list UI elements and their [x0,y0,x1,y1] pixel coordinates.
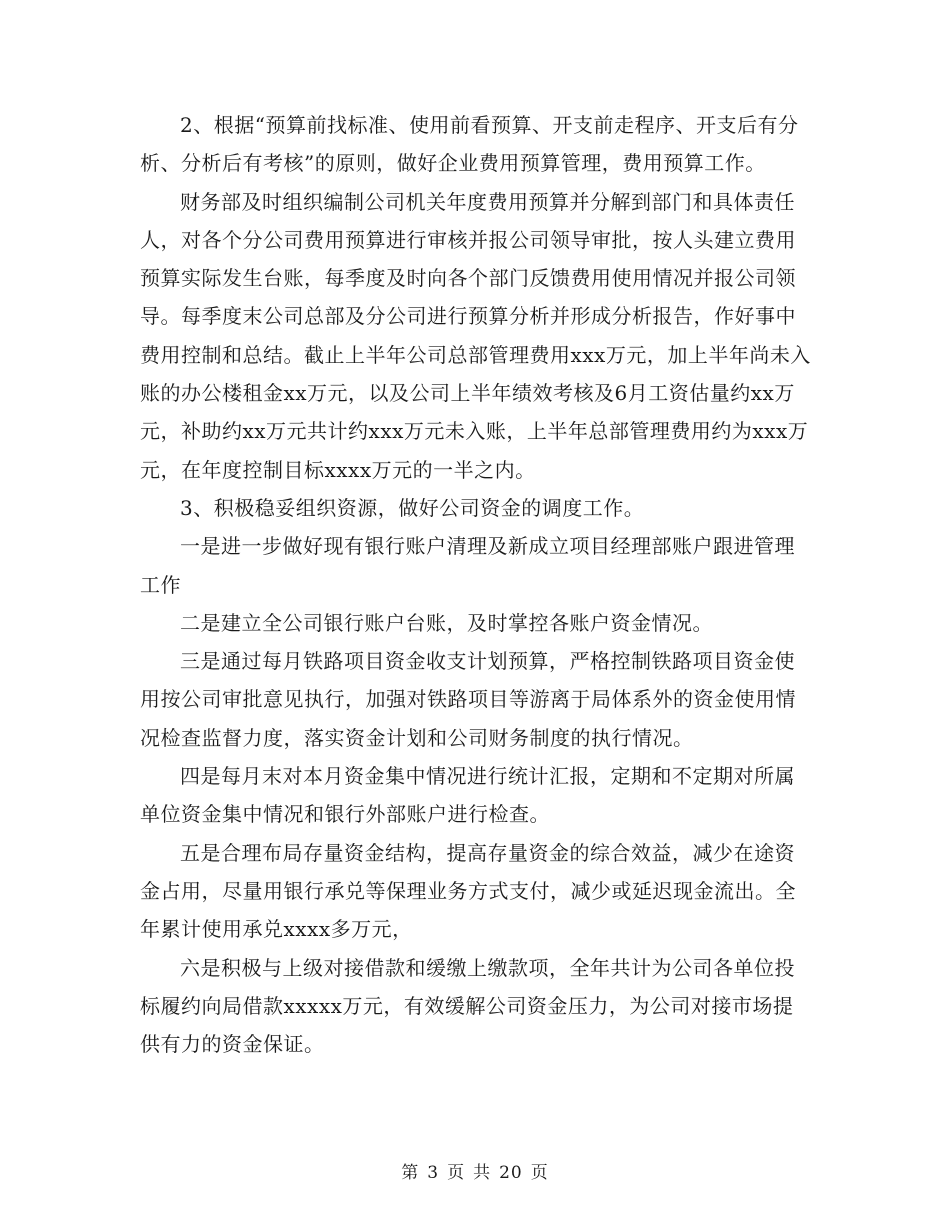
paragraph-fund-allocation: 3、积极稳妥组织资源，做好公司资金的调度工作。 [180,495,645,520]
paragraph-item-three: 三是通过每月铁路项目资金收支计划预算，严格控制铁路项目资金使用按公司审批意见执行，加强对铁路项目等游离于局体系外的资金使用情况检查监督力度，落实资金计划和公司财务制度的执行情况。 [140,649,796,750]
paragraph-item-two: 二是建立全公司银行账户台账，及时掌控各账户资金情况。 [180,610,713,635]
paragraph-item-four: 四是每月末对本月资金集中情况进行统计汇报，定期和不定期对所属单位资金集中情况和银行外部账户进行检查。 [140,764,795,827]
paragraph-item-one: 一是进一步做好现有银行账户清理及新成立项目经理部账户跟进管理工作 [140,534,795,597]
paragraph-finance-department: 财务部及时组织编制公司机关年度费用预算并分解到部门和具体责任人，对各个分公司费用预算进行审核并报公司领导审批，按人头建立费用预算实际发生台账，每季度及时向各个部门反馈费用使用情况并报公司领导。每季度末公司总部及分公司进行预算分析并形成分析报告，作好事中费用控制和总结。截止上半年公司总部管理费用xxx万元，加上半年尚未入账的办公楼租金xx万元，以及公司上半年绩效考核及6月工资估量约xx万元，补助约xx万元共计约xxx万元未入账，上半年总部管理费用约为xxx万元，在年度控制目标xxxx万元的一半之内。 [140,189,811,482]
footer-prefix: 第 [401,1163,420,1183]
paragraph-item-five: 五是合理布局存量资金结构，提高存量资金的综合效益，减少在途资金占用，尽量用银行承兑等保理业务方式支付，减少或延迟现金流出。全年累计使用承兑xxxx多万元， [140,840,796,942]
paragraph-budget-principle: 2、根据“预算前找标准、使用前看预算、开支前走程序、开支后有分析、分析后有考核”的原则，做好企业费用预算管理，费用预算工作。 [140,113,799,176]
footer-page-word: 页 [447,1163,466,1183]
footer-suffix: 页 [530,1163,549,1183]
footer-current-page: 3 [427,1163,440,1183]
document-body [140,106,812,1063]
footer-total-pages: 20 [499,1163,523,1183]
page-footer [0,1158,950,1183]
paragraph-item-six: 六是积极与上级对接借款和缓缴上缴款项，全年共计为公司各单位投标履约向局借款xxxxx万元，有效缓解公司资金压力，为公司对接市场提供有力的资金保证。 [140,955,795,1057]
footer-total-word: 共 [473,1163,492,1183]
